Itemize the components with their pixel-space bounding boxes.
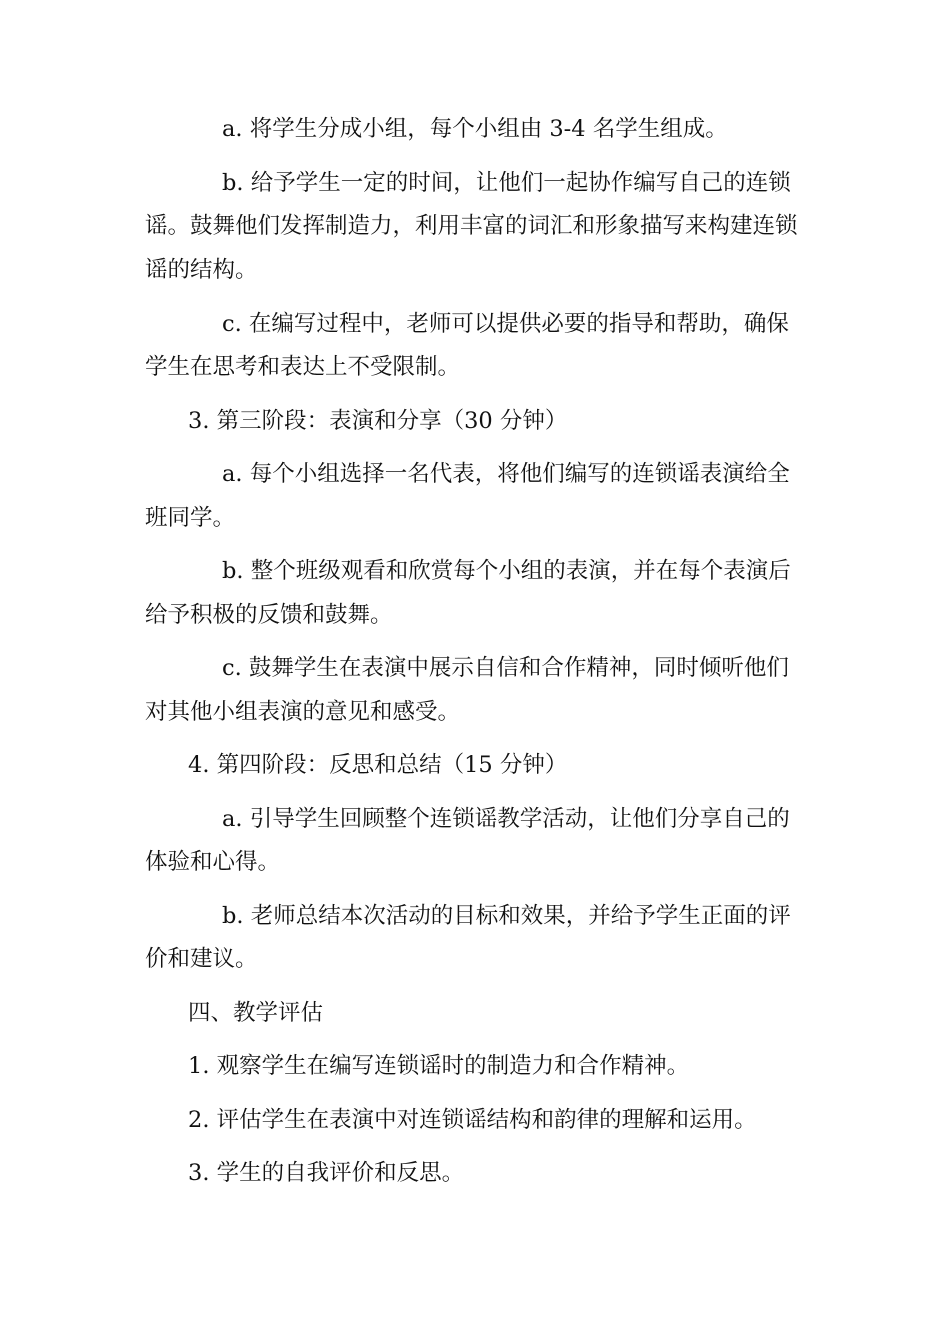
paragraph-line: b. 老师总结本次活动的目标和效果，并给予学生正面的评 (222, 903, 791, 929)
paragraph-line: c. 鼓舞学生在表演中展示自信和合作精神，同时倾听他们 (222, 655, 789, 681)
paragraph-line: a. 将学生分成小组，每个小组由 3-4 名学生组成。 (222, 116, 728, 142)
paragraph-line: b. 给予学生一定的时间，让他们一起协作编写自己的连锁 (222, 170, 791, 196)
paragraph-line: 谣的结构。 (145, 257, 258, 283)
paragraph-line: 对其他小组表演的意见和感受。 (145, 699, 461, 725)
paragraph-line: 体验和心得。 (145, 849, 281, 875)
paragraph-line: 学生在思考和表达上不受限制。 (145, 354, 461, 380)
list-item: 3. 学生的自我评价和反思。 (188, 1160, 465, 1186)
section-heading: 3. 第三阶段：表演和分享（30 分钟） (188, 408, 568, 434)
list-item: 2. 评估学生在表演中对连锁谣结构和韵律的理解和运用。 (188, 1107, 757, 1133)
paragraph-line: b. 整个班级观看和欣赏每个小组的表演，并在每个表演后 (222, 558, 791, 584)
paragraph-line: 价和建议。 (145, 946, 258, 972)
section-heading: 四、教学评估 (188, 1000, 324, 1026)
list-item: 1. 观察学生在编写连锁谣时的制造力和合作精神。 (188, 1053, 690, 1079)
paragraph-line: c. 在编写过程中，老师可以提供必要的指导和帮助，确保 (222, 311, 789, 337)
section-heading: 4. 第四阶段：反思和总结（15 分钟） (188, 752, 568, 778)
paragraph-line: 谣。鼓舞他们发挥制造力，利用丰富的词汇和形象描写来构建连锁 (145, 213, 798, 239)
paragraph-line: a. 每个小组选择一名代表，将他们编写的连锁谣表演给全 (222, 461, 790, 487)
paragraph-line: a. 引导学生回顾整个连锁谣教学活动，让他们分享自己的 (222, 806, 790, 832)
paragraph-line: 给予积极的反馈和鼓舞。 (145, 602, 393, 628)
paragraph-line: 班同学。 (145, 505, 236, 531)
